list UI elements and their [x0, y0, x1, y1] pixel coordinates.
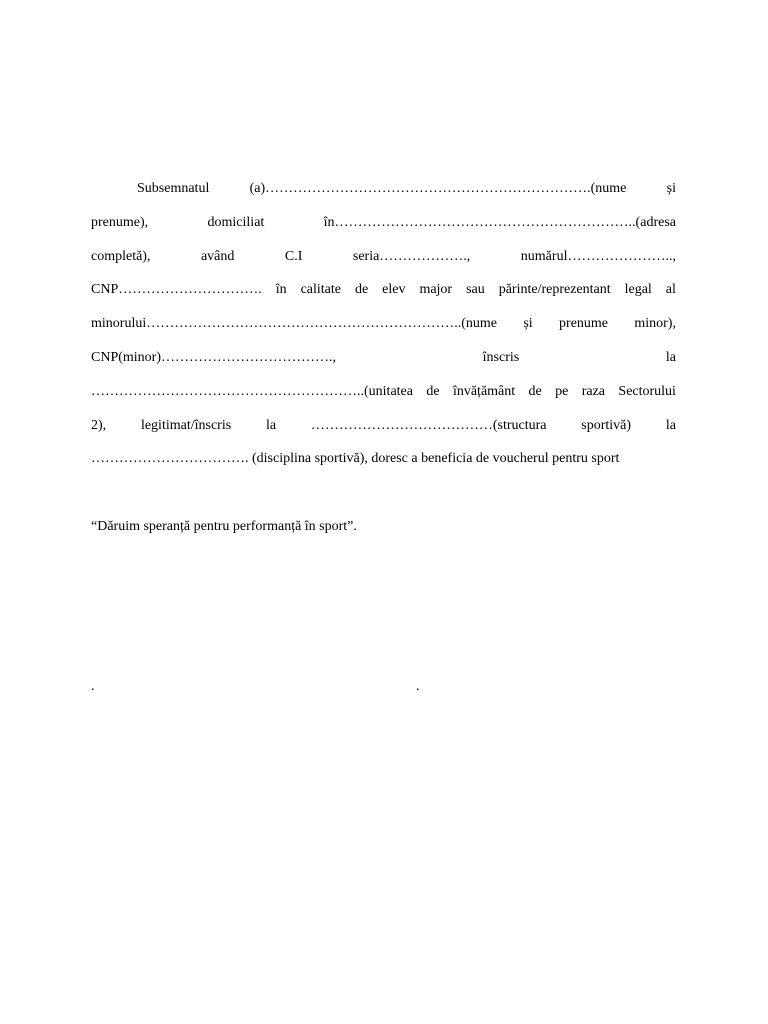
- paragraph-line: [91, 307, 676, 341]
- paragraph-word: major: [419, 282, 453, 298]
- paragraph-word: ……………………………. (disciplina sportivă), doresc a beneficia de voucherul pentru sport: [91, 451, 620, 467]
- paragraph-word: de: [528, 383, 542, 399]
- paragraph-word: legal: [624, 282, 652, 298]
- paragraph-word: …………………………………………………..(unitatea: [91, 383, 413, 399]
- paragraph-word: sau: [466, 282, 485, 298]
- paragraph-word: sportivă): [581, 417, 632, 433]
- paragraph-line: [91, 375, 676, 409]
- signature-mark-right: .: [416, 679, 420, 694]
- paragraph-word: (a)…………………………………………………………….(nume: [249, 181, 627, 196]
- paragraph-line: [91, 172, 676, 206]
- paragraph-word: CNP(minor)……………………………….,: [91, 349, 336, 365]
- paragraph-word: prenume),: [91, 214, 149, 230]
- paragraph-word: minorului…………………………………………………………..(nume: [91, 316, 497, 332]
- paragraph-word: completă),: [91, 248, 151, 264]
- paragraph-word: …………………………………(structura: [310, 417, 547, 433]
- paragraph-word: la: [265, 417, 277, 433]
- paragraph-line: [91, 240, 676, 274]
- declaration-paragraph: [91, 172, 676, 476]
- paragraph-word: în: [275, 282, 287, 298]
- paragraph-word: în………………………………………………………..(adresa: [323, 214, 676, 230]
- paragraph-line: [91, 341, 676, 375]
- paragraph-word: CNP………………………….: [91, 282, 262, 298]
- paragraph-word: înscris: [482, 349, 520, 365]
- paragraph-line: [91, 442, 676, 476]
- paragraph-word: Subsemnatul: [137, 181, 210, 196]
- paragraph-word: minor),: [634, 316, 676, 332]
- paragraph-word: calitate: [300, 282, 341, 298]
- paragraph-word: al: [665, 282, 676, 298]
- paragraph-word: și: [666, 181, 676, 196]
- paragraph-line: [91, 206, 676, 240]
- paragraph-word: seria……………….,: [352, 248, 471, 264]
- paragraph-word: numărul…………………..,: [520, 248, 676, 264]
- paragraph-word: părinte/reprezentant: [498, 282, 611, 298]
- paragraph-word: și: [523, 316, 533, 332]
- paragraph-word: la: [665, 417, 676, 433]
- paragraph-line: [91, 409, 676, 443]
- paragraph-word: legitimat/înscris: [140, 417, 232, 433]
- paragraph-word: domiciliat: [207, 214, 265, 230]
- paragraph-word: la: [665, 349, 676, 365]
- signature-mark-left: .: [91, 679, 95, 694]
- paragraph-word: Sectorului: [618, 383, 676, 399]
- paragraph-word: 2),: [91, 417, 107, 433]
- paragraph-word: C.I: [284, 248, 303, 264]
- paragraph-word: pe: [555, 383, 569, 399]
- paragraph-word: de: [354, 282, 369, 298]
- paragraph-word: elev: [382, 282, 406, 298]
- slogan-quote: “Dăruim speranță pentru performanță în sport”.: [91, 519, 357, 534]
- paragraph-word: prenume: [559, 316, 609, 332]
- paragraph-line: [91, 273, 676, 307]
- paragraph-word: raza: [581, 383, 606, 399]
- paragraph-word: învățământ: [452, 383, 516, 399]
- paragraph-word: de: [426, 383, 440, 399]
- paragraph-word: având: [200, 248, 235, 264]
